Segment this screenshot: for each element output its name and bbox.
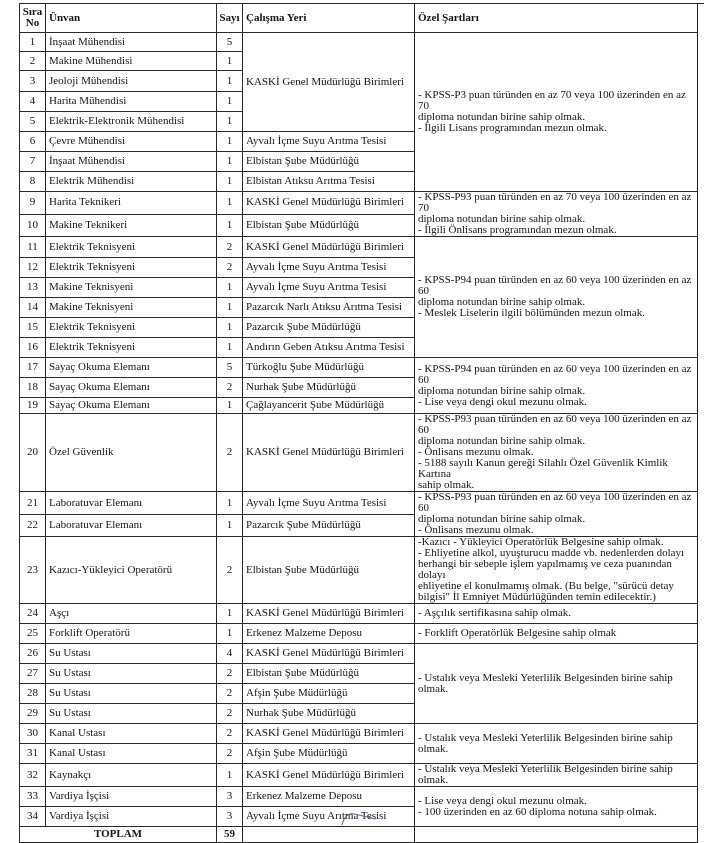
- requirement-line: - KPSS-P93 puan türünden en az 60 veya 100 üzerinden en az 60: [418, 413, 692, 436]
- row-workplace: Ayvalı İçme Suyu Arıtma Tesisi: [243, 132, 415, 152]
- row-workplace: Nurhak Şube Müdürlüğü: [243, 704, 415, 724]
- row-number: 20: [20, 414, 46, 492]
- row-number: 13: [20, 278, 46, 298]
- row-number: 7: [20, 152, 46, 172]
- requirements-cell: [415, 787, 698, 827]
- row-count: 1: [217, 192, 243, 215]
- row-title: Vardiya İşçisi: [46, 807, 217, 827]
- row-workplace: Erkenez Malzeme Deposu: [243, 624, 415, 644]
- requirement-line: - Ustalık veya Mesleki Yeterlilik Belgesinden birine sahip: [418, 763, 673, 775]
- row-workplace: Ayvalı İçme Suyu Arıtma Tesisi: [243, 807, 415, 827]
- row-workplace: Andırın Geben Atıksu Arıtma Tesisi: [243, 338, 415, 358]
- requirement-line: - KPSS-P93 puan türünden en az 70 veya 100 üzerinden en az 70: [418, 191, 692, 214]
- requirement-line: - KPSS-P94 puan türünden en az 60 veya 100 üzerinden en az 60: [418, 362, 692, 386]
- requirement-line: - Ustalık veya Mesleki Yeterlilik Belgesinden birine sahip: [418, 671, 673, 684]
- requirement-line: olmak.: [418, 742, 449, 755]
- row-title: Kaynakçı: [46, 764, 217, 787]
- row-workplace: Erkenez Malzeme Deposu: [243, 787, 415, 807]
- row-number: 9: [20, 192, 46, 215]
- row-workplace: Elbistan Şube Müdürlüğü: [243, 214, 415, 237]
- row-workplace: Ayvalı İçme Suyu Arıtma Tesisi: [243, 258, 415, 278]
- requirement-line: - KPSS-P3 puan türünden en az 70 veya 100 üzerinden en az 70: [418, 89, 686, 112]
- row-number: 28: [20, 684, 46, 704]
- requirement-line: olmak.: [418, 774, 449, 786]
- table-row: [20, 787, 698, 807]
- row-count: 1: [217, 624, 243, 644]
- row-count: 2: [217, 684, 243, 704]
- row-number: 32: [20, 764, 46, 787]
- requirement-line: - KPSS-P94 puan türünden en az 60 veya 100 üzerinden en az 60: [418, 274, 692, 297]
- row-title: Makine Teknisyeni: [46, 298, 217, 318]
- row-number: 8: [20, 172, 46, 192]
- total-empty-requirements: [415, 827, 698, 843]
- row-count: 1: [217, 338, 243, 358]
- requirements-cell: [415, 358, 698, 414]
- row-count: 2: [217, 704, 243, 724]
- total-row: [20, 827, 698, 843]
- row-workplace: Ayvalı İçme Suyu Arıtma Tesisi: [243, 492, 415, 515]
- row-count: 4: [217, 644, 243, 664]
- row-title: Harita Teknikeri: [46, 192, 217, 215]
- row-count: 1: [217, 398, 243, 414]
- row-number: 31: [20, 744, 46, 764]
- total-empty-workplace: [243, 827, 415, 843]
- row-number: 6: [20, 132, 46, 152]
- row-count: 3: [217, 807, 243, 827]
- handwritten-mark: [340, 811, 380, 827]
- row-title: Elektrik Teknisyeni: [46, 338, 217, 358]
- row-workplace: KASKİ Genel Müdürlüğü Birimleri: [243, 237, 415, 258]
- requirements-cell: [415, 624, 698, 644]
- row-workplace: KASKİ Genel Müdürlüğü Birimleri: [243, 724, 415, 744]
- requirement-line: sahip olmak.: [418, 479, 475, 491]
- row-number: 17: [20, 358, 46, 378]
- row-title: Elektrik Teknisyeni: [46, 318, 217, 338]
- row-title: Çevre Mühendisi: [46, 132, 217, 152]
- row-number: 1: [20, 33, 46, 52]
- row-number: 27: [20, 664, 46, 684]
- table-row: [20, 724, 698, 744]
- table-row: [20, 414, 698, 492]
- row-count: 2: [217, 744, 243, 764]
- row-count: 2: [217, 664, 243, 684]
- table-row: [20, 624, 698, 644]
- row-count: 1: [217, 515, 243, 537]
- row-title: Elektrik-Elektronik Mühendisi: [46, 112, 217, 132]
- row-number: 15: [20, 318, 46, 338]
- row-number: 34: [20, 807, 46, 827]
- row-workplace: Elbistan Atıksu Arıtma Tesisi: [243, 172, 415, 192]
- requirements-cell: [415, 644, 698, 724]
- row-title: Sayaç Okuma Elemanı: [46, 398, 217, 414]
- row-workplace: KASKİ Genel Müdürlüğü Birimleri: [243, 414, 415, 492]
- row-title: Makine Mühendisi: [46, 52, 217, 71]
- row-count: 2: [217, 378, 243, 398]
- row-title: Makine Teknikeri: [46, 214, 217, 237]
- row-workplace: Elbistan Şube Müdürlüğü: [243, 152, 415, 172]
- row-count: 1: [217, 318, 243, 338]
- table-row: [20, 192, 698, 215]
- row-title: Makine Teknisyeni: [46, 278, 217, 298]
- row-count: 1: [217, 298, 243, 318]
- row-title: Su Ustası: [46, 644, 217, 664]
- row-count: 2: [217, 237, 243, 258]
- row-number: 4: [20, 92, 46, 112]
- row-workplace: KASKİ Genel Müdürlüğü Birimleri: [243, 192, 415, 215]
- positions-table: [19, 3, 698, 843]
- requirement-line: - Önlisans mezunu olmak.: [418, 524, 534, 536]
- row-count: 1: [217, 604, 243, 624]
- requirement-line: - Ehliyetine alkol, uyuşturucu madde vb. nedenlerden dolayı: [418, 547, 685, 559]
- row-count: 5: [217, 33, 243, 52]
- row-number: 25: [20, 624, 46, 644]
- requirement-line: - Önlisans mezunu olmak.: [418, 446, 534, 458]
- row-count: 2: [217, 537, 243, 604]
- total-label: TOPLAM: [20, 827, 217, 843]
- row-title: İnşaat Mühendisi: [46, 152, 217, 172]
- requirement-line: ehliyetine el konulmamış olmak. (Bu belge, "sürücü detay: [418, 580, 674, 592]
- row-title: Su Ustası: [46, 704, 217, 724]
- requirement-line: bilgisi" İl Emniyet Müdürlüğünden temin edilecektir.): [418, 591, 656, 603]
- requirement-line: diploma notundan birine sahip olmak.: [418, 435, 586, 447]
- header-sayi: Sayı: [217, 4, 243, 33]
- table-row: [20, 604, 698, 624]
- requirements-cell: [415, 724, 698, 764]
- requirement-line: diploma notundan birine sahip olmak.: [418, 111, 586, 123]
- row-workplace: Afşin Şube Müdürlüğü: [243, 744, 415, 764]
- requirement-line: - Lise veya dengi okul mezunu olmak.: [418, 794, 587, 807]
- row-count: 1: [217, 172, 243, 192]
- row-number: 5: [20, 112, 46, 132]
- table-row: [20, 644, 698, 664]
- row-number: 19: [20, 398, 46, 414]
- header-calisma-yeri: Çalışma Yeri: [243, 4, 415, 33]
- row-title: Harita Mühendisi: [46, 92, 217, 112]
- requirements-cell: [415, 492, 698, 537]
- requirements-cell: [415, 237, 698, 358]
- row-number: 2: [20, 52, 46, 71]
- row-count: 1: [217, 152, 243, 172]
- row-title: Forklift Operatörü: [46, 624, 217, 644]
- row-count: 1: [217, 52, 243, 71]
- row-count: 1: [217, 92, 243, 112]
- requirement-line: - 100 üzerinden en az 60 diploma notuna sahip olmak.: [418, 805, 657, 818]
- requirement-line: - 5188 sayılı Kanun gereği Silahlı Özel Güvenlik Kimlik Kartına: [418, 457, 668, 480]
- requirements-cell: [415, 414, 698, 492]
- header-row: [20, 4, 698, 33]
- row-number: 12: [20, 258, 46, 278]
- total-value: 59: [217, 827, 243, 843]
- row-count: 2: [217, 258, 243, 278]
- row-number: 24: [20, 604, 46, 624]
- row-title: Sayaç Okuma Elemanı: [46, 378, 217, 398]
- row-number: 21: [20, 492, 46, 515]
- table-row: [20, 237, 698, 258]
- row-number: 3: [20, 71, 46, 92]
- row-title: Su Ustası: [46, 664, 217, 684]
- row-number: 30: [20, 724, 46, 744]
- row-title: Su Ustası: [46, 684, 217, 704]
- table-row: [20, 537, 698, 604]
- row-workplace: Pazarcık Şube Müdürlüğü: [243, 318, 415, 338]
- requirement-line: - İlgili Önlisans programından mezun olmak.: [418, 224, 617, 236]
- row-workplace: KASKİ Genel Müdürlüğü Birimleri: [243, 764, 415, 787]
- row-number: 29: [20, 704, 46, 724]
- requirement-line: diploma notundan birine sahip olmak.: [418, 384, 586, 397]
- requirements-cell: [415, 33, 698, 192]
- row-count: 5: [217, 358, 243, 378]
- header-ozel-sartlari: Özel Şartları: [415, 4, 698, 33]
- row-workplace: Türkoğlu Şube Müdürlüğü: [243, 358, 415, 378]
- row-number: 33: [20, 787, 46, 807]
- row-count: 3: [217, 787, 243, 807]
- requirement-line: - Ustalık veya Mesleki Yeterlilik Belgesinden birine sahip: [418, 731, 673, 744]
- requirements-cell: [415, 764, 698, 787]
- requirement-line: - İlgili Lisans programından mezun olmak.: [418, 122, 607, 134]
- row-title: Elektrik Teknisyeni: [46, 237, 217, 258]
- requirement-line: - Meslek Liselerin ilgili bölümünden mezun olmak.: [418, 307, 645, 319]
- row-title: Aşçı: [46, 604, 217, 624]
- requirement-line: diploma notundan birine sahip olmak.: [418, 213, 586, 225]
- row-title: Kanal Ustası: [46, 744, 217, 764]
- table-row: [20, 33, 698, 52]
- row-number: 23: [20, 537, 46, 604]
- row-workplace: Afşin Şube Müdürlüğü: [243, 684, 415, 704]
- row-count: 1: [217, 278, 243, 298]
- row-count: 1: [217, 214, 243, 237]
- row-count: 1: [217, 492, 243, 515]
- row-count: 2: [217, 414, 243, 492]
- requirements-cell: [415, 537, 698, 604]
- requirements-cell: [415, 604, 698, 624]
- table-row: [20, 358, 698, 378]
- table-body: [20, 33, 698, 843]
- row-title: Kanal Ustası: [46, 724, 217, 744]
- row-workplace: Elbistan Şube Müdürlüğü: [243, 664, 415, 684]
- row-title: İnşaat Mühendisi: [46, 33, 217, 52]
- row-title: Laboratuvar Elemanı: [46, 515, 217, 537]
- requirements-cell: [415, 192, 698, 237]
- row-number: 11: [20, 237, 46, 258]
- row-title: Laboratuvar Elemanı: [46, 492, 217, 515]
- row-workplace: Nurhak Şube Müdürlüğü: [243, 378, 415, 398]
- row-number: 10: [20, 214, 46, 237]
- row-count: 1: [217, 71, 243, 92]
- row-workplace: Pazarcık Narlı Atıksu Arıtma Tesisi: [243, 298, 415, 318]
- requirement-line: - Lise veya dengi okul mezunu olmak.: [418, 395, 587, 408]
- requirement-line: herhangi bir sebeple işlem yapılmamış ve ceza puanından dolayı: [418, 558, 672, 581]
- row-count: 1: [217, 764, 243, 787]
- row-workplace-merged: KASKİ Genel Müdürlüğü Birimleri: [243, 33, 415, 132]
- row-count: 1: [217, 112, 243, 132]
- row-title: Elektrik Teknisyeni: [46, 258, 217, 278]
- requirement-line: diploma notundan birine sahip olmak.: [418, 296, 586, 308]
- requirement-line: olmak.: [418, 682, 449, 695]
- requirement-line: - Forklift Operatörlük Belgesine sahip olmak: [418, 627, 617, 639]
- row-number: 18: [20, 378, 46, 398]
- row-count: 2: [217, 724, 243, 744]
- table-row: [20, 492, 698, 515]
- requirement-line: - KPSS-P93 puan türünden en az 60 veya 100 üzerinden en az 60: [418, 491, 692, 514]
- requirement-line: -Kazıcı - Yükleyici Operatörlük Belgesine sahip olmak.: [418, 536, 664, 548]
- row-count: 1: [217, 132, 243, 152]
- row-title: Özel Güvenlik: [46, 414, 217, 492]
- row-workplace: Ayvalı İçme Suyu Arıtma Tesisi: [243, 278, 415, 298]
- requirement-line: - Aşçılık sertifikasına sahip olmak.: [418, 607, 572, 619]
- row-workplace: KASKİ Genel Müdürlüğü Birimleri: [243, 604, 415, 624]
- row-title: Jeoloji Mühendisi: [46, 71, 217, 92]
- row-number: 14: [20, 298, 46, 318]
- header-unvan: Ünvan: [46, 4, 217, 33]
- row-workplace: Pazarcık Şube Müdürlüğü: [243, 515, 415, 537]
- row-title: Kazıcı-Yükleyici Operatörü: [46, 537, 217, 604]
- row-number: 16: [20, 338, 46, 358]
- row-title: Elektrik Mühendisi: [46, 172, 217, 192]
- row-title: Vardiya İşçisi: [46, 787, 217, 807]
- table-row: [20, 764, 698, 787]
- row-number: 26: [20, 644, 46, 664]
- requirement-line: diploma notundan birine sahip olmak.: [418, 513, 586, 525]
- row-number: 22: [20, 515, 46, 537]
- row-workplace: Çağlayancerit Şube Müdürlüğü: [243, 398, 415, 414]
- header-sira-no: Sıra No: [20, 4, 46, 33]
- row-workplace: KASKİ Genel Müdürlüğü Birimleri: [243, 644, 415, 664]
- row-title: Sayaç Okuma Elemanı: [46, 358, 217, 378]
- row-workplace: Elbistan Şube Müdürlüğü: [243, 537, 415, 604]
